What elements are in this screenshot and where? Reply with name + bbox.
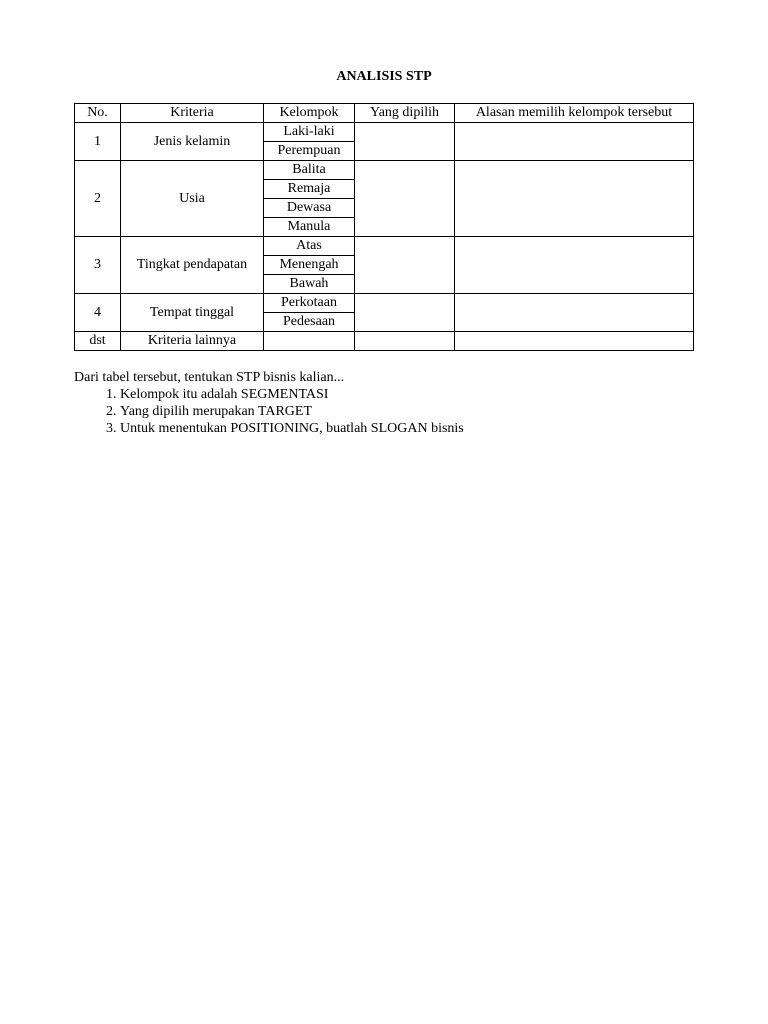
instructions bbox=[74, 369, 694, 437]
kelompok-cell: Manula bbox=[264, 218, 355, 237]
kelompok-cell: Atas bbox=[264, 237, 355, 256]
alasan-cell[interactable] bbox=[455, 123, 694, 161]
row-number: 4 bbox=[75, 294, 121, 332]
instructions-intro: Dari tabel tersebut, tentukan STP bisnis kalian... bbox=[74, 370, 345, 385]
row-number: 3 bbox=[75, 237, 121, 294]
table-body bbox=[75, 123, 694, 351]
alasan-cell[interactable] bbox=[455, 294, 694, 332]
kelompok-cell: Bawah bbox=[264, 275, 355, 294]
row-kriteria: Tempat tinggal bbox=[121, 294, 264, 332]
alasan-cell[interactable] bbox=[455, 332, 694, 351]
kelompok-cell[interactable] bbox=[264, 332, 355, 351]
header-row bbox=[75, 104, 694, 123]
stp-analysis-table bbox=[74, 103, 694, 351]
kelompok-cell: Pedesaan bbox=[264, 313, 355, 332]
table-row bbox=[75, 237, 694, 256]
kelompok-cell: Remaja bbox=[264, 180, 355, 199]
header-alasan: Alasan memilih kelompok tersebut bbox=[455, 104, 694, 123]
table-row bbox=[75, 294, 694, 313]
header-kriteria: Kriteria bbox=[121, 104, 264, 123]
table-row bbox=[75, 123, 694, 142]
yang-dipilih-cell[interactable] bbox=[355, 161, 455, 237]
kelompok-cell: Perempuan bbox=[264, 142, 355, 161]
kelompok-cell: Menengah bbox=[264, 256, 355, 275]
row-number: 2 bbox=[75, 161, 121, 237]
yang-dipilih-cell[interactable] bbox=[355, 332, 455, 351]
yang-dipilih-cell[interactable] bbox=[355, 123, 455, 161]
header-kelompok: Kelompok bbox=[264, 104, 355, 123]
alasan-cell[interactable] bbox=[455, 161, 694, 237]
header-yang-dipilih: Yang dipilih bbox=[355, 104, 455, 123]
table-row bbox=[75, 161, 694, 180]
alasan-cell[interactable] bbox=[455, 237, 694, 294]
list-item: 2. Yang dipilih merupakan TARGET bbox=[120, 403, 694, 420]
kelompok-cell: Laki-laki bbox=[264, 123, 355, 142]
yang-dipilih-cell[interactable] bbox=[355, 294, 455, 332]
list-item: 1. Kelompok itu adalah SEGMENTASI bbox=[120, 386, 694, 403]
table-row bbox=[75, 332, 694, 351]
instructions-list bbox=[74, 386, 694, 437]
yang-dipilih-cell[interactable] bbox=[355, 237, 455, 294]
row-kriteria: Kriteria lainnya bbox=[121, 332, 264, 351]
row-number: dst bbox=[75, 332, 121, 351]
kelompok-cell: Perkotaan bbox=[264, 294, 355, 313]
header-no: No. bbox=[75, 104, 121, 123]
page-title: ANALISIS STP bbox=[336, 69, 432, 84]
kelompok-cell: Dewasa bbox=[264, 199, 355, 218]
kelompok-cell: Balita bbox=[264, 161, 355, 180]
list-item: 3. Untuk menentukan POSITIONING, buatlah SLOGAN bisnis bbox=[120, 420, 694, 437]
table-header bbox=[75, 104, 694, 123]
row-number: 1 bbox=[75, 123, 121, 161]
row-kriteria: Jenis kelamin bbox=[121, 123, 264, 161]
row-kriteria: Usia bbox=[121, 161, 264, 237]
row-kriteria: Tingkat pendapatan bbox=[121, 237, 264, 294]
